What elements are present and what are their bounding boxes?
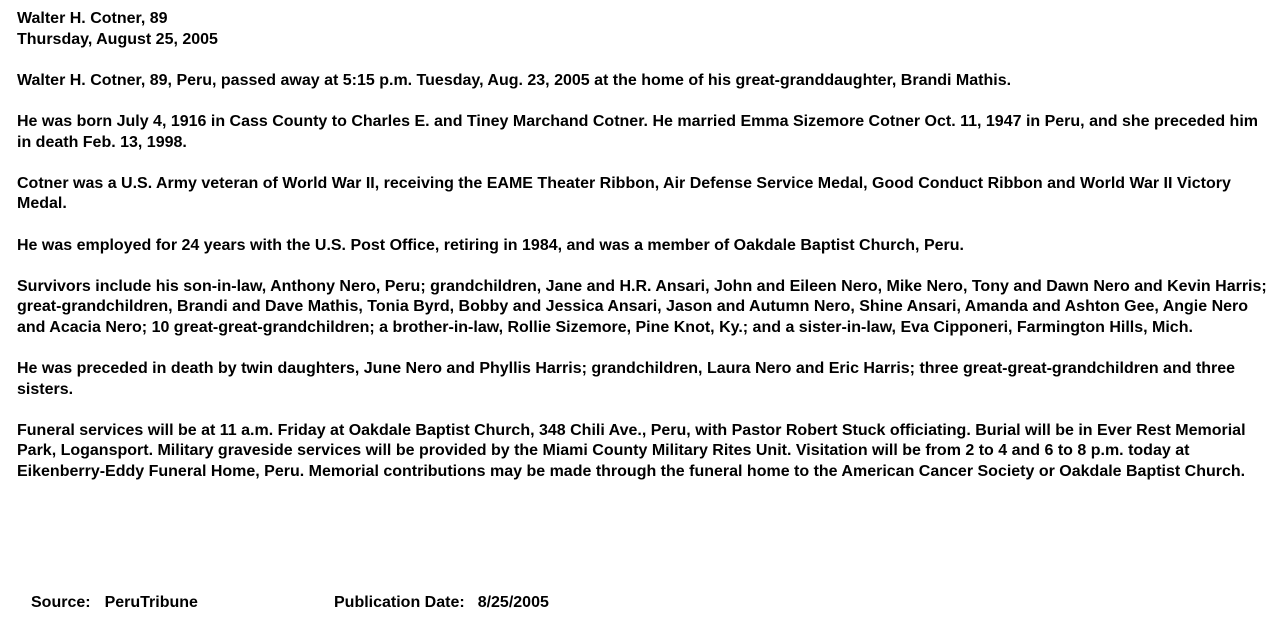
paragraph-preceded-in-death: He was preceded in death by twin daughters, June Nero and Phyllis Harris; grandchildren, Laura Nero and Eric Harris; three great-great-grandchildren and three sisters. xyxy=(17,360,1236,398)
obituary-document xyxy=(17,9,1267,503)
publication-date-value: 8/25/2005 xyxy=(477,594,549,611)
source-value: PeruTribune xyxy=(104,594,198,611)
obituary-date-line: Thursday, August 25, 2005 xyxy=(17,30,218,48)
paragraph-funeral-services: Funeral services will be at 11 a.m. Friday at Oakdale Baptist Church, 348 Chili Ave., Peru, with Pastor Robert Stuck officiating. Burial will be in Ever Rest Memorial Park, Logansport. Military graveside services will be provided by the Miami County Military Rites Unit. Visitation will be from 2 to 4 and 6 to 8 p.m. today at Eikenberry-Eddy Funeral Home, Peru. Memorial contributions may be made through the funeral home to the American Cancer Society or Oakdale Baptist Church. xyxy=(17,421,1246,481)
document-footer xyxy=(0,593,1267,615)
source-label: Source: xyxy=(31,594,91,611)
publication-date-field xyxy=(334,593,549,614)
paragraph-military-service: Cotner was a U.S. Army veteran of World War II, receiving the EAME Theater Ribbon, Air Defense Service Medal, Good Conduct Ribbon and World War II Victory Medal. xyxy=(17,174,1231,213)
paragraph-employment: He was employed for 24 years with the U.S. Post Office, retiring in 1984, and was a member of Oakdale Baptist Church, Peru. xyxy=(17,236,964,254)
paragraph-birth-marriage: He was born July 4, 1916 in Cass County to Charles E. and Tiney Marchand Cotner. He married Emma Sizemore Cotner Oct. 11, 1947 in Peru, and she preceded him in death Feb. 13, 1998. xyxy=(17,112,1258,151)
source-field xyxy=(31,593,198,614)
publication-date-label: Publication Date: xyxy=(334,594,465,611)
obituary-heading xyxy=(17,9,1267,50)
paragraph-death-notice: Walter H. Cotner, 89, Peru, passed away at 5:15 p.m. Tuesday, Aug. 23, 2005 at the home of his great-granddaughter, Brandi Mathis. xyxy=(17,71,1012,89)
paragraph-survivors: Survivors include his son-in-law, Anthony Nero, Peru; grandchildren, Jane and H.R. Ansari, John and Eileen Nero, Mike Nero, Tony and Dawn Nero and Kevin Harris; great-grandchildren, Brandi and Dave Mathis, Tonia Byrd, Bobby and Jessica Ansari, Jason and Autumn Nero, Shine Ansari, Amanda and Ashton Gee, Angie Nero and Acacia Nero; 10 great-great-grandchildren; a brother-in-law, Rollie Sizemore, Pine Knot, Ky.; and a sister-in-law, Eva Cipponeri, Farmington Hills, Mich. xyxy=(17,277,1267,336)
obituary-name-line: Walter H. Cotner, 89 xyxy=(17,10,168,27)
